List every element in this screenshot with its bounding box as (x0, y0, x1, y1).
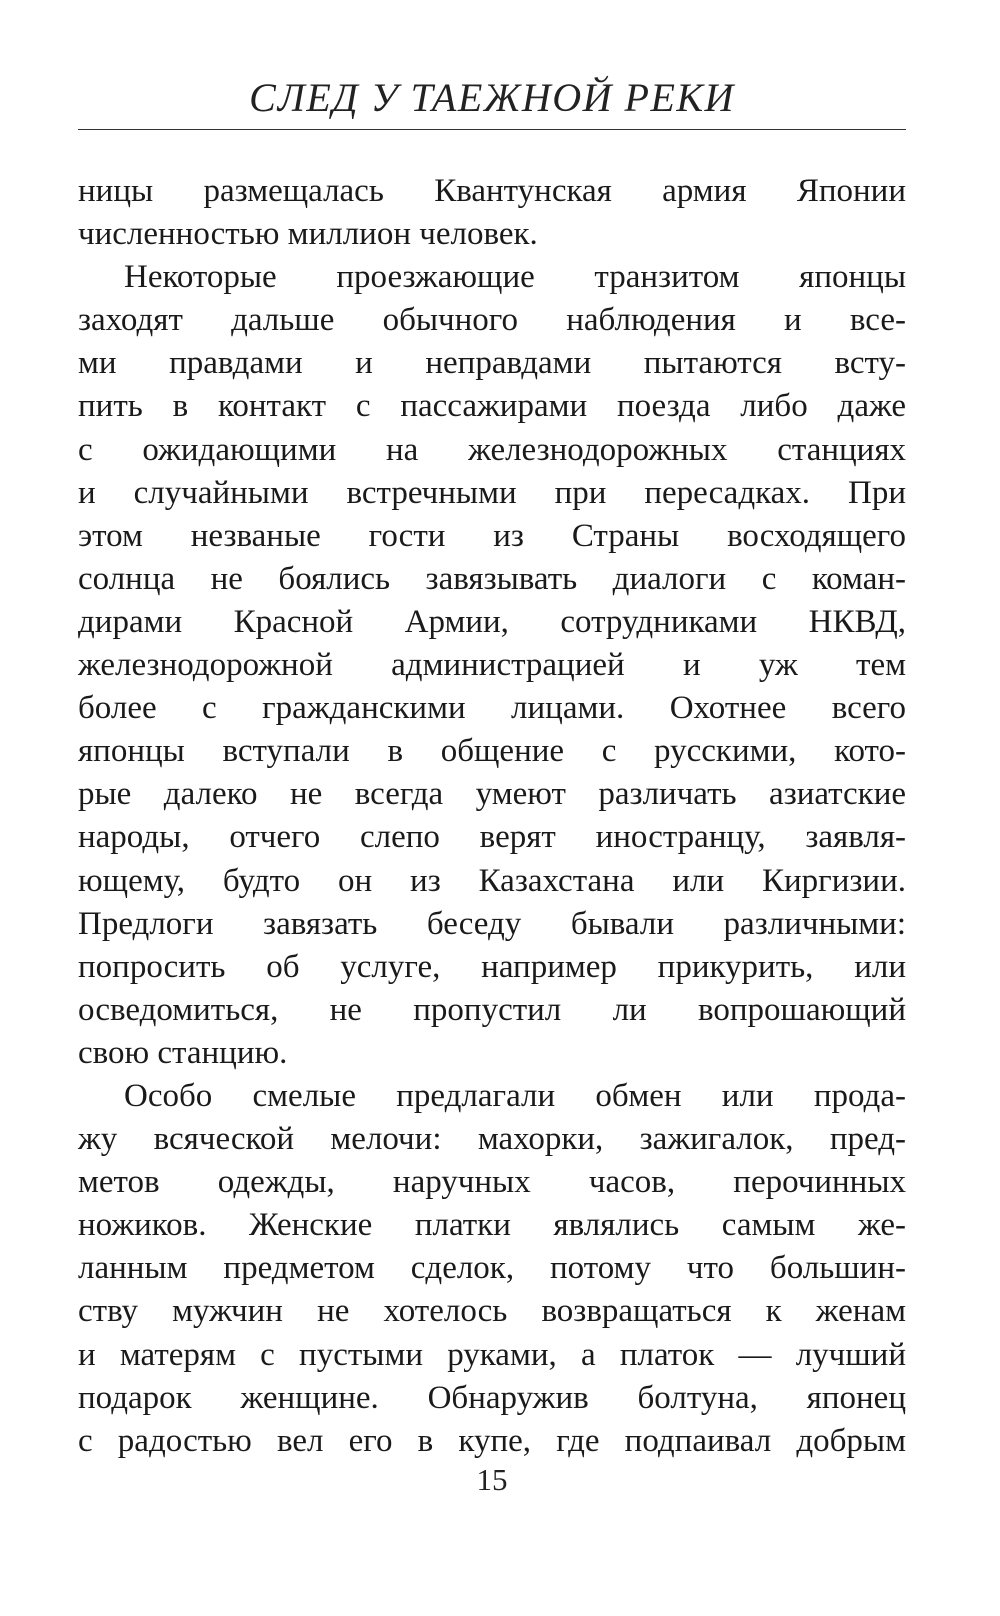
text-line: Предлоги завязать беседу бывали различными: (78, 905, 906, 942)
text-line: этом незваные гости из Страны восходящего (78, 517, 906, 554)
running-head: СЛЕД У ТАЕЖНОЙ РЕКИ (249, 75, 735, 120)
text-line: ству мужчин не хотелось возвращаться к женам (78, 1293, 906, 1330)
text-line: ми правдами и неправдами пытаются всту- (78, 345, 906, 382)
text-line: и матерям с пустыми руками, а платок — лучший (78, 1336, 906, 1373)
text-line: Некоторые проезжающие транзитом японцы (124, 259, 906, 296)
text-line: с радостью вел его в купе, где подпаивал добрым (78, 1422, 906, 1459)
paragraph (78, 256, 906, 1075)
text-line: численностью миллион человек. (78, 216, 538, 253)
text-line: дирами Красной Армии, сотрудниками НКВД, (78, 603, 906, 640)
book-page (78, 0, 906, 1616)
text-line: железнодорожной администрацией и уж тем (78, 647, 906, 684)
paragraph (78, 1075, 906, 1463)
text-line: рые далеко не всегда умеют различать азиатские (78, 776, 906, 813)
text-line: японцы вступали в общение с русскими, кото- (78, 733, 906, 770)
text-line: ножиков. Женские платки являлись самым же- (78, 1207, 906, 1244)
text-line: более с гражданскими лицами. Охотнее всего (78, 690, 906, 727)
text-line: и случайными встречными при пересадках. При (78, 474, 906, 511)
text-line: жу всяческой мелочи: махорки, зажигалок, пред- (78, 1121, 906, 1158)
text-line: Особо смелые предлагали обмен или прода- (124, 1077, 906, 1114)
header-rule (78, 129, 906, 130)
text-line: солнца не боялись завязывать диалоги с коман- (78, 560, 906, 597)
text-line: метов одежды, наручных часов, перочинных (78, 1164, 906, 1201)
page-number: 15 (476, 1462, 508, 1497)
text-line: ющему, будто он из Казахстана или Киргизии. (78, 862, 906, 899)
text-line: осведомиться, не пропустил ли вопрошающий (78, 991, 906, 1028)
text-line: подарок женщине. Обнаружив болтуна, японец (78, 1379, 906, 1416)
text-line: свою станцию. (78, 1034, 288, 1071)
text-line: ницы размещалась Квантунская армия Японии (78, 173, 906, 209)
text-line: заходят дальше обычного наблюдения и все- (78, 302, 906, 339)
text-line: народы, отчего слепо верят иностранцу, заявля- (78, 819, 906, 856)
body-text (78, 170, 906, 1463)
paragraph (78, 170, 906, 256)
text-line: с ожидающими на железнодорожных станциях (78, 431, 906, 468)
text-line: попросить об услуге, например прикурить, или (78, 948, 906, 985)
text-line: ланным предметом сделок, потому что большин- (78, 1250, 906, 1287)
text-line: пить в контакт с пассажирами поезда либо даже (78, 388, 906, 425)
